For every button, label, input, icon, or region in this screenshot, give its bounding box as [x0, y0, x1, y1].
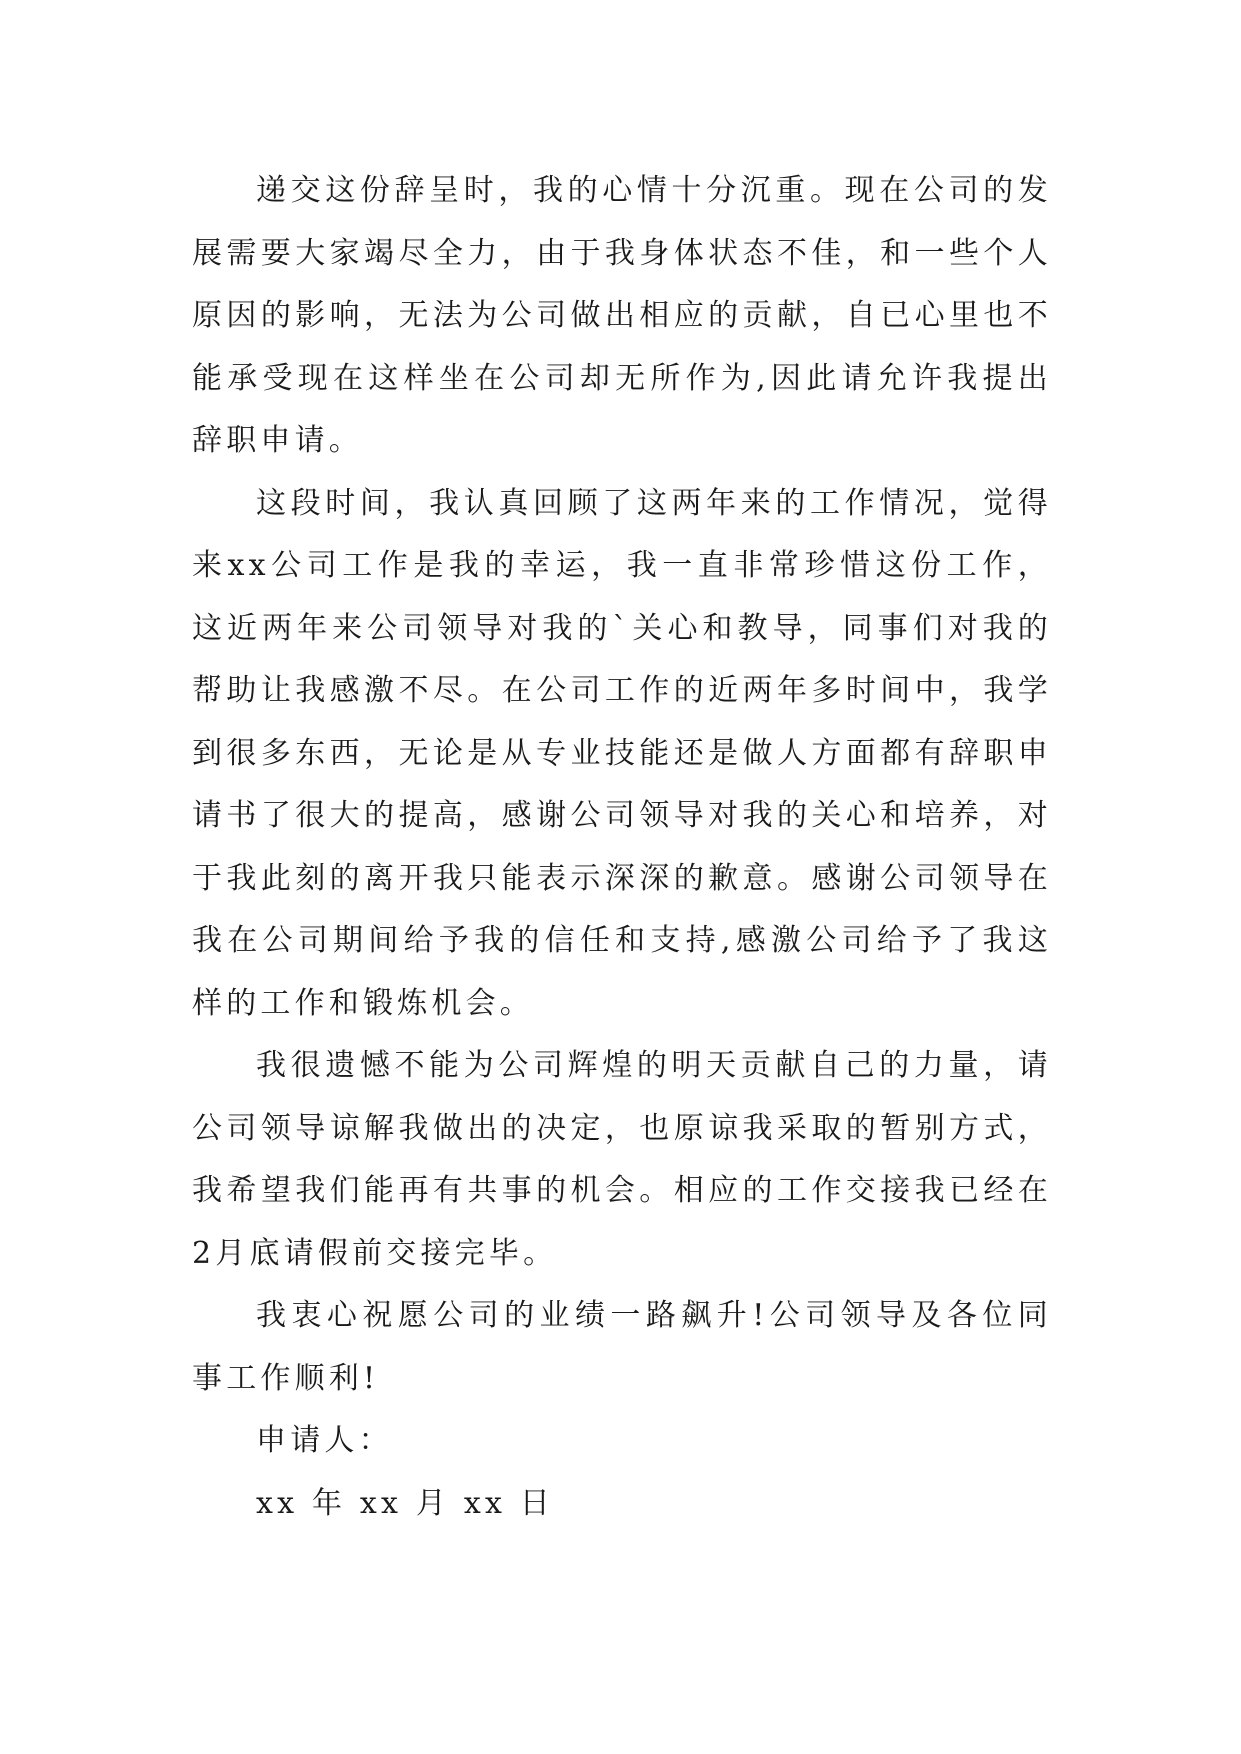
- paragraph-gratitude: 这段时间，我认真回顾了这两年来的工作情况，觉得来xx公司工作是我的幸运，我一直非常珍惜这份工作，这近两年来公司领导对我的`关心和教导，同事们对我的帮助让我感激不尽。在公司工作的近两年多时间中，我学到很多东西，无论是从专业技能还是做人方面都有辞职申请书了很大的提高，感谢公司领导对我的关心和培养，对于我此刻的离开我只能表示深深的歉意。感谢公司领导在我在公司期间给予我的信任和支持,感激公司给予了我这样的工作和锻炼机会。: [192, 485, 1052, 1021]
- date-line: xx 年 xx 月 xx 日: [256, 1485, 554, 1521]
- paragraph-resignation-intro: 递交这份辞呈时，我的心情十分沉重。现在公司的发展需要大家竭尽全力，由于我身体状态不佳，和一些个人原因的影响，无法为公司做出相应的贡献，自已心里也不能承受现在这样坐在公司却无所作为,因此请允许我提出辞职申请。: [192, 173, 1052, 458]
- paragraph-regret: 我很遗憾不能为公司辉煌的明天贡献自己的力量，请公司领导谅解我做出的决定，也原谅我采取的暂别方式，我希望我们能再有共事的机会。相应的工作交接我已经在2月底请假前交接完毕。: [192, 1048, 1052, 1271]
- applicant-label: 申请人：: [256, 1423, 393, 1458]
- paragraph-wishes: 我衷心祝愿公司的业绩一路飙升!公司领导及各位同事工作顺利!: [192, 1298, 1052, 1396]
- letter-body: [192, 160, 1052, 1535]
